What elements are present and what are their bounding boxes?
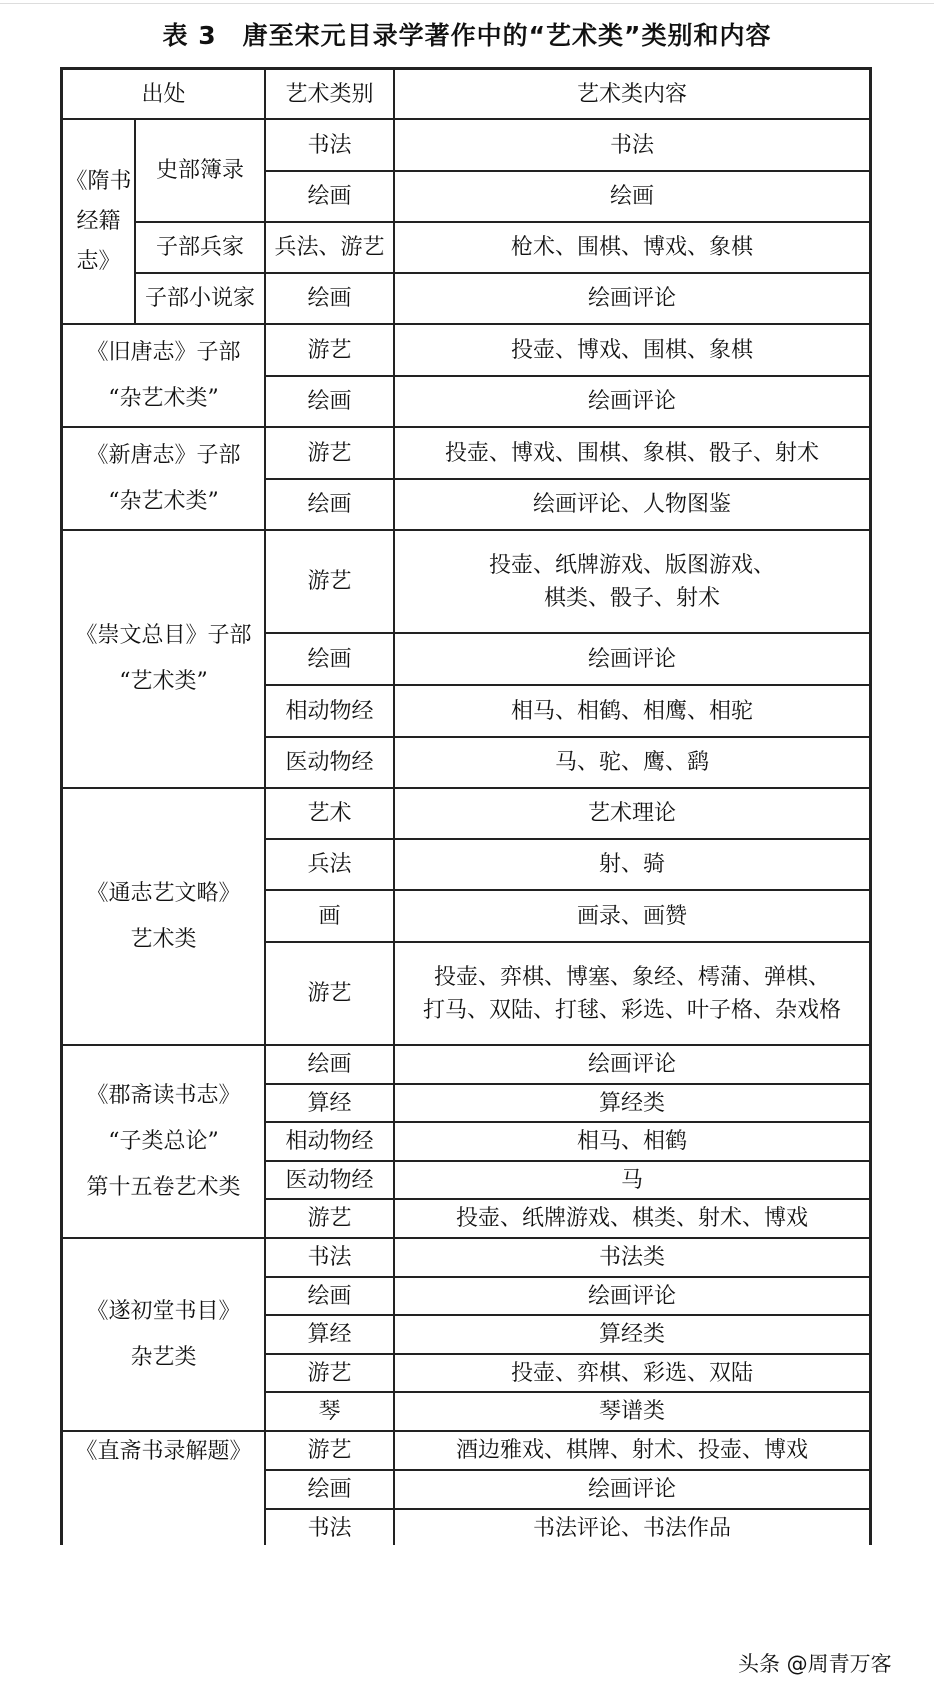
text-line: 棋类、骰子、射术 [544,585,721,611]
text-line: 《郡斋读书志》 [86,1082,241,1108]
content-cell [394,1084,870,1122]
source-cell [62,119,135,324]
category-cell: 兵法 [265,839,394,890]
text-line: 投壶、博戏、围棋、象棋、骰子、射术 [445,440,820,466]
category-cell: 书法 [265,119,394,171]
text-line: “杂艺术类” [108,488,219,514]
table-row [62,222,870,273]
content-cell [394,737,870,788]
content-cell [394,1470,870,1509]
text-line: 马 [621,1167,644,1193]
content-cell [394,788,870,839]
category-cell: 绘画 [265,1045,394,1084]
header-category: 艺术类别 [265,69,394,119]
category-cell: 算经 [265,1315,394,1354]
content-cell [394,1238,870,1277]
category-cell: 相动物经 [265,685,394,737]
text-line: 投壶、纸牌游戏、版图游戏、 [489,552,776,578]
category-cell: 绘画 [265,1470,394,1509]
text-line: 书法 [610,132,655,158]
category-cell: 游艺 [265,427,394,479]
content-cell [394,1122,870,1161]
content-cell [394,890,870,942]
text-line: 第十五卷艺术类 [86,1174,241,1200]
text-line: 马、驼、鹰、鹞 [555,750,710,775]
category-cell: 绘画 [265,376,394,427]
watermark: 头条 @周青万客 [738,1652,892,1676]
text-line: “艺术类” [119,669,208,694]
content-cell [394,1315,870,1354]
text-line: 绘画评论 [588,1052,677,1077]
content-cell [394,839,870,890]
text-line: 绘画评论、人物图鉴 [533,492,732,517]
content-cell [394,479,870,530]
header-row [62,69,870,119]
content-cell [394,273,870,324]
table-row [62,530,870,633]
content-cell [394,324,870,376]
category-cell: 绘画 [265,633,394,685]
subsource-cell: 子部小说家 [135,273,265,324]
content-cell [394,427,870,479]
category-cell: 医动物经 [265,1161,394,1199]
table-title: 表 3 唐至宋元目录学著作中的“艺术类”类别和内容 [162,21,772,50]
table-row [62,1238,870,1277]
category-cell: 画 [265,890,394,942]
text-line: 相马、相鹤 [577,1129,688,1154]
text-line: 绘画评论 [588,1283,677,1309]
source-cell [62,1431,265,1545]
table-row [62,1045,870,1084]
category-cell: 游艺 [265,324,394,376]
category-cell: 绘画 [265,273,394,324]
text-line: 打马、双陆、打毬、彩选、叶子格、杂戏格 [423,997,842,1023]
category-cell: 游艺 [265,942,394,1045]
category-cell: 相动物经 [265,1122,394,1161]
source-cell [62,1238,265,1431]
text-line: 琴谱类 [599,1399,666,1424]
text-line: 艺术类 [130,926,197,952]
content-cell [394,633,870,685]
content-cell [394,530,870,633]
content-cell [394,1199,870,1238]
content-cell [394,222,870,273]
table-row [62,324,870,376]
source-cell [62,427,265,530]
category-cell: 艺术 [265,788,394,839]
content-cell [394,1045,870,1084]
text-line: 书法评论、书法作品 [533,1516,732,1541]
text-line: 《直斋书录解题》 [75,1439,252,1464]
text-line: 绘画评论 [588,1477,677,1502]
content-cell [394,1277,870,1315]
text-line: 算经类 [599,1090,666,1116]
text-line: 《新唐志》子部 [86,442,241,468]
category-cell: 游艺 [265,1354,394,1392]
text-line: 杂艺类 [130,1344,197,1370]
category-cell: 绘画 [265,1277,394,1315]
source-cell [62,1045,265,1238]
text-line: 画录、画赞 [577,903,688,929]
content-cell [394,942,870,1045]
table-row [62,1431,870,1470]
text-line: 志》 [76,248,121,274]
category-cell: 书法 [265,1238,394,1277]
content-cell [394,1161,870,1199]
text-line: 绘画评论 [588,286,677,311]
text-line: 《通志艺文略》 [86,880,241,906]
top-divider [0,3,934,4]
table-row [62,427,870,479]
content-cell [394,376,870,427]
table-container [60,67,872,1545]
category-cell: 绘画 [265,171,394,222]
text-line: 绘画 [610,184,655,209]
table-row [62,273,870,324]
text-line: 绘画评论 [588,389,677,414]
text-line: 枪术、围棋、博戏、象棋 [511,235,754,260]
text-line: 算经类 [599,1322,666,1347]
subsource-cell: 子部兵家 [135,222,265,273]
category-cell: 算经 [265,1084,394,1122]
category-cell: 游艺 [265,530,394,633]
text-line: 投壶、博戏、围棋、象棋 [511,337,754,363]
art-category-table [61,68,871,1545]
source-cell [62,788,265,1045]
table-row [62,788,870,839]
category-cell: 书法 [265,1509,394,1545]
category-cell: 游艺 [265,1431,394,1470]
source-cell [62,530,265,788]
content-cell [394,1392,870,1431]
text-line: 《崇文总目》子部 [75,623,252,648]
source-cell [62,324,265,427]
text-line: 《遂初堂书目》 [86,1298,241,1324]
text-line: 经籍 [76,208,121,234]
text-line: 射、骑 [599,852,666,877]
text-line: 投壶、纸牌游戏、棋类、射术、博戏 [456,1206,809,1231]
content-cell [394,119,870,171]
text-line: 艺术理论 [588,801,677,826]
header-content: 艺术类内容 [394,69,870,119]
header-source: 出处 [62,69,265,119]
category-cell: 兵法、游艺 [265,222,394,273]
subsource-cell: 史部簿录 [135,119,265,222]
text-line: 《旧唐志》子部 [86,339,241,365]
category-cell: 游艺 [265,1199,394,1238]
category-cell: 绘画 [265,479,394,530]
text-line: “子类总论” [108,1128,219,1154]
text-line: 书法类 [599,1245,666,1270]
text-line: 投壶、弈棋、彩选、双陆 [511,1360,754,1386]
category-cell: 医动物经 [265,737,394,788]
content-cell [394,685,870,737]
text-line: 《隋书 [65,168,132,194]
content-cell [394,1509,870,1545]
text-line: 酒边雅戏、棋牌、射术、投壶、博戏 [456,1438,809,1463]
content-cell [394,1354,870,1392]
table-row [62,119,870,171]
text-line: 相马、相鹤、相鹰、相驼 [511,698,754,724]
content-cell [394,1431,870,1470]
text-line: 投壶、弈棋、博塞、象经、樗蒲、弹棋、 [434,964,831,990]
text-line: “杂艺术类” [108,385,219,411]
text-line: 绘画评论 [588,646,677,672]
content-cell [394,171,870,222]
category-cell: 琴 [265,1392,394,1431]
